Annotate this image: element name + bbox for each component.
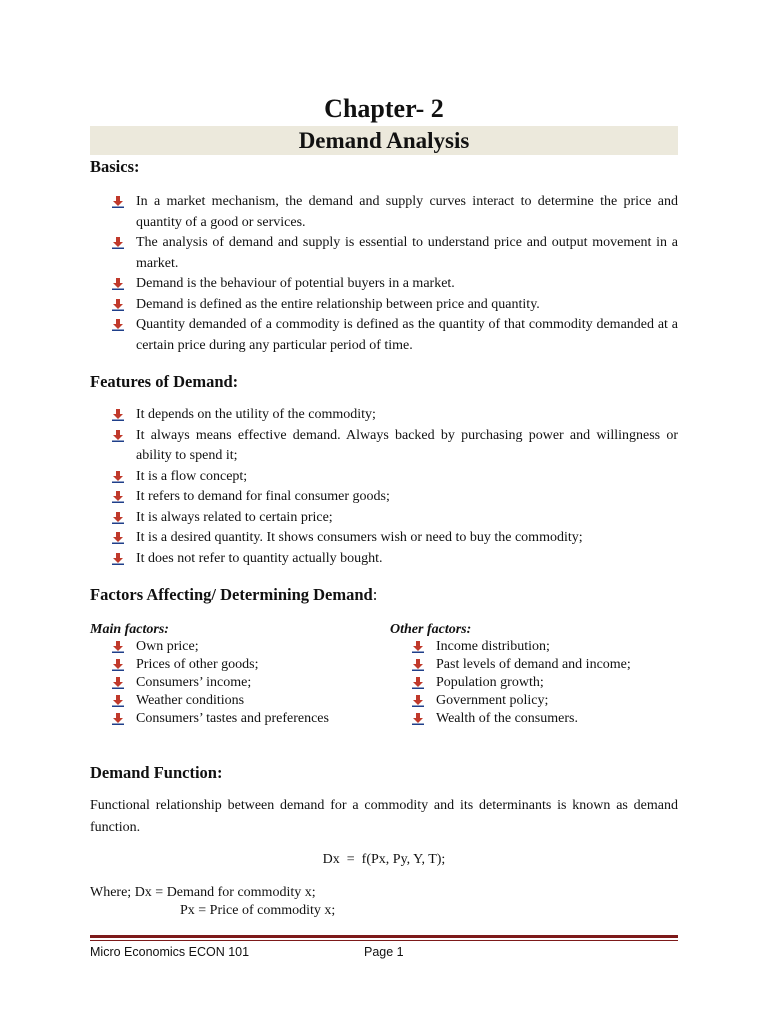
down-arrow-bullet-icon (112, 299, 124, 311)
down-arrow-bullet-icon (112, 659, 124, 671)
down-arrow-bullet-icon (112, 677, 124, 689)
other-factors-list (412, 638, 631, 728)
features-list (112, 405, 678, 569)
where-line-2: Px = Price of commodity x; (180, 903, 336, 918)
list-item (412, 674, 631, 692)
list-item (112, 674, 329, 692)
list-item (412, 656, 631, 674)
list-item-text: It does not refer to quantity actually bought. (136, 550, 383, 566)
down-arrow-bullet-icon (112, 430, 124, 442)
down-arrow-bullet-icon (112, 641, 124, 653)
main-factors-title: Main factors: (90, 622, 169, 637)
down-arrow-bullet-icon (112, 196, 124, 208)
list-item-text: Consumers’ tastes and preferences (136, 711, 329, 726)
down-arrow-bullet-icon (412, 641, 424, 653)
main-factors-list (112, 638, 329, 728)
list-item-text: The analysis of demand and supply is essential to understand price and output movement in a market. (136, 235, 678, 271)
down-arrow-bullet-icon (112, 278, 124, 290)
down-arrow-bullet-icon (412, 659, 424, 671)
list-item (412, 638, 631, 656)
list-item-text: Demand is the behaviour of potential buyers in a market. (136, 276, 455, 291)
list-item-text: In a market mechanism, the demand and supply curves interact to determine the price and quantity of a good or services. (136, 194, 678, 230)
list-item (412, 710, 631, 728)
list-item (112, 426, 678, 467)
down-arrow-bullet-icon (412, 713, 424, 725)
factors-heading (90, 585, 377, 605)
list-item-text: Demand is defined as the entire relationship between price and quantity. (136, 296, 540, 312)
down-arrow-bullet-icon (112, 713, 124, 725)
list-item-text: Population growth; (436, 675, 544, 690)
factors-heading-text: Factors Affecting/ Determining Demand (90, 585, 373, 604)
list-item (112, 692, 329, 710)
basics-list (112, 192, 678, 356)
down-arrow-bullet-icon (112, 512, 124, 524)
list-item (112, 638, 329, 656)
basics-heading: Basics: (90, 157, 140, 176)
list-item-text: Quantity demanded of a commodity is defined as the quantity of that commodity demanded at a certain price during any particular period of time. (136, 317, 678, 353)
down-arrow-bullet-icon (112, 695, 124, 707)
footer-course: Micro Economics ECON 101 (90, 945, 250, 959)
down-arrow-bullet-icon (112, 532, 124, 544)
demand-function-equation: Dx = f(Px, Py, Y, T); (322, 852, 446, 867)
list-item (112, 192, 678, 233)
list-item-text: It always means effective demand. Always backed by purchasing power and willingness or ability to spend it; (136, 427, 678, 463)
down-arrow-bullet-icon (112, 491, 124, 503)
list-item (412, 692, 631, 710)
list-item-text: It is a desired quantity. It shows consumers wish or need to buy the commodity; (136, 530, 583, 545)
list-item (112, 549, 678, 570)
chapter-subtitle: Demand Analysis (298, 128, 470, 153)
demand-function-paragraph: Functional relationship between demand for a commodity and its determinants is known as demand function. (90, 798, 678, 835)
down-arrow-bullet-icon (412, 695, 424, 707)
list-item-text: Weather conditions (136, 693, 245, 708)
down-arrow-bullet-icon (112, 553, 124, 565)
list-item-text: Income distribution; (436, 639, 550, 654)
list-item-text: Wealth of the consumers. (436, 711, 578, 726)
list-item (112, 274, 678, 295)
list-item-text: Government policy; (436, 693, 549, 708)
list-item (112, 656, 329, 674)
list-item (112, 295, 678, 316)
list-item-text: It refers to demand for final consumer goods; (136, 489, 390, 504)
down-arrow-bullet-icon (412, 677, 424, 689)
footer-rule-thin (90, 940, 678, 941)
list-item (112, 233, 678, 274)
chapter-title: Chapter- 2 (324, 94, 444, 123)
down-arrow-bullet-icon (112, 471, 124, 483)
other-factors-title: Other factors: (390, 622, 472, 637)
list-item (112, 528, 678, 549)
list-item-text: Consumers’ income; (136, 675, 252, 690)
factors-heading-colon: : (372, 585, 378, 604)
list-item (112, 315, 678, 356)
down-arrow-bullet-icon (112, 319, 124, 331)
down-arrow-bullet-icon (112, 237, 124, 249)
features-heading: Features of Demand: (90, 372, 239, 391)
footer-rule-thick (90, 935, 678, 938)
list-item-text: It depends on the utility of the commodity; (136, 407, 376, 422)
list-item (112, 405, 678, 426)
list-item-text: It is a flow concept; (136, 468, 248, 484)
list-item (112, 487, 678, 508)
list-item-text: It is always related to certain price; (136, 509, 333, 525)
footer-page-number: Page 1 (364, 945, 404, 959)
list-item-text: Prices of other goods; (136, 657, 259, 672)
demand-function-heading: Demand Function: (90, 763, 223, 782)
list-item-text: Past levels of demand and income; (436, 657, 631, 672)
list-item (112, 467, 678, 488)
list-item (112, 710, 329, 728)
list-item-text: Own price; (136, 639, 199, 654)
where-line-1: Where; Dx = Demand for commodity x; (90, 885, 316, 900)
list-item (112, 508, 678, 529)
down-arrow-bullet-icon (112, 409, 124, 421)
